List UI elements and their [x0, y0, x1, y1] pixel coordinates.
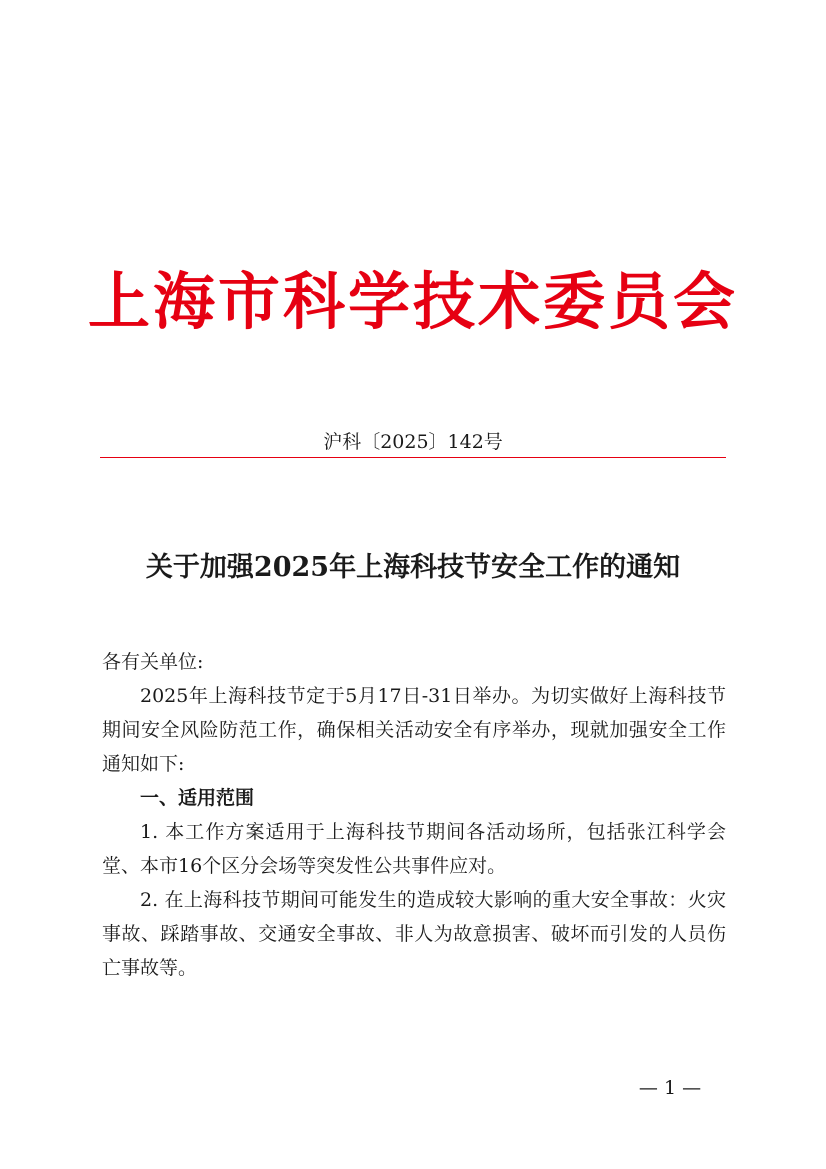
section-heading-scope: 一、适用范围	[140, 787, 255, 809]
red-divider-line	[100, 457, 726, 458]
document-body	[102, 645, 726, 985]
document-number: 沪科〔2025〕142号	[323, 431, 503, 453]
page-number: — 1 —	[638, 1077, 702, 1099]
issuer-header: 上海市科学技术委员会	[87, 265, 738, 338]
scope-item-1: 1. 本工作方案适用于上海科技节期间各活动场所，包括张江科学会堂、本市16个区分会场等突发性公共事件应对。	[102, 821, 726, 877]
intro-paragraph: 2025年上海科技节定于5月17日-31日举办。为切实做好上海科技节期间安全风险防范工作，确保相关活动安全有序举办，现就加强安全工作通知如下:	[102, 685, 726, 775]
scope-item-2: 2. 在上海科技节期间可能发生的造成较大影响的重大安全事故：火灾事故、踩踏事故、交通安全事故、非人为故意损害、破坏而引发的人员伤亡事故等。	[102, 889, 726, 979]
salutation: 各有关单位:	[102, 651, 204, 673]
notice-title: 关于加强2025年上海科技节安全工作的通知	[145, 552, 681, 583]
